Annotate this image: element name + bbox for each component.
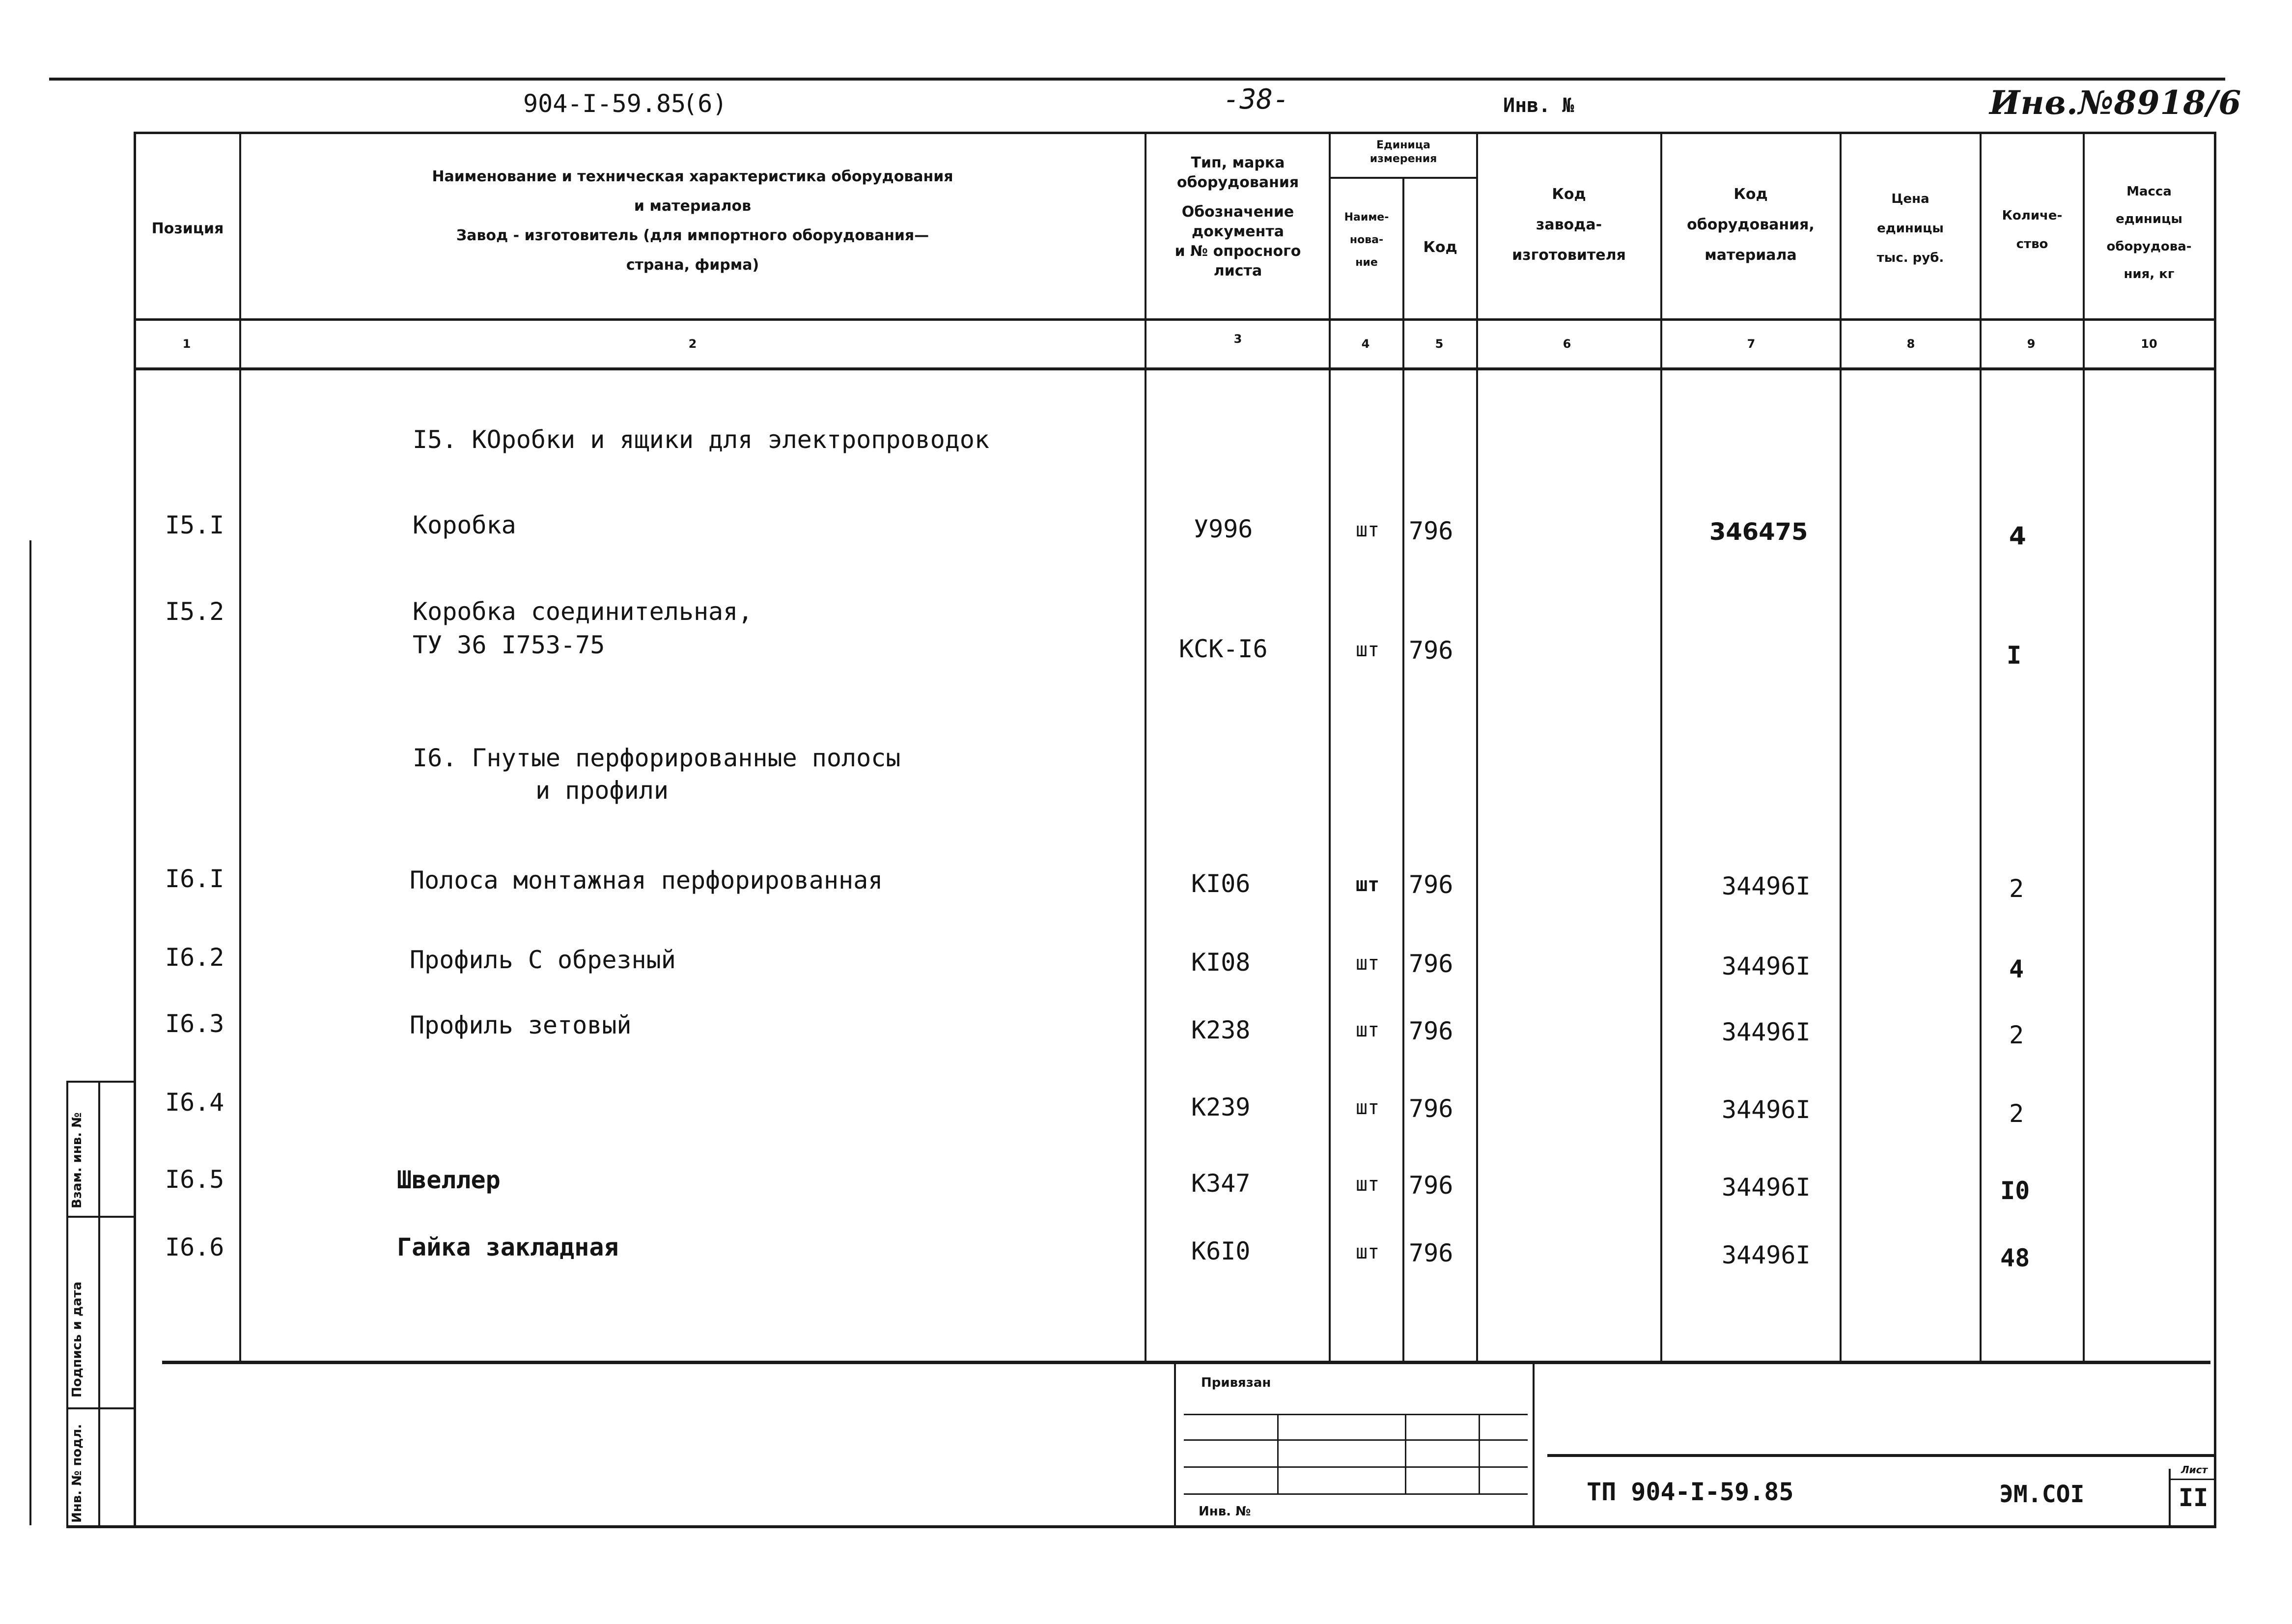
- stamp-grid-col: [1405, 1414, 1406, 1495]
- row-quantity: 2: [2009, 1099, 2024, 1128]
- row-position: I6.4: [165, 1088, 224, 1117]
- header-unit-name: Наиме- нова- ние: [1344, 211, 1389, 269]
- row-quantity: 2: [2009, 874, 2024, 903]
- margin-box-div: [66, 1407, 135, 1409]
- row-position: I5.I: [165, 511, 224, 539]
- col-sep-7: [1840, 132, 1842, 1362]
- row-position: I6.6: [165, 1233, 224, 1261]
- margin-podpis: Подпись и дата: [70, 1281, 84, 1398]
- row-equipment-code: 34496I: [1722, 952, 1811, 980]
- stamp-sheet-label: Лист: [2181, 1464, 2208, 1476]
- row-name: Профиль С обрезный: [410, 946, 676, 974]
- row-unit-code: 796: [1409, 517, 1453, 545]
- row-type: К347: [1191, 1169, 1251, 1198]
- col-number-3: 3: [1233, 332, 1242, 346]
- header-unit-code: Код: [1423, 239, 1457, 256]
- doc-number: 904-I-59.85: [523, 89, 686, 118]
- row-unit: шт: [1356, 639, 1380, 661]
- margin-edge: [29, 540, 31, 1525]
- stamp-box-left: [1174, 1363, 1176, 1526]
- col-sep-8: [1980, 132, 1982, 1362]
- sheet-marker: (6): [683, 89, 727, 118]
- title-block-top-line: [1547, 1454, 2215, 1457]
- row-equipment-code: 34496I: [1722, 1173, 1811, 1202]
- col-number-7: 7: [1747, 337, 1756, 351]
- stamp-sheet-code: ЭМ.СОI: [1999, 1481, 2085, 1508]
- stamp-grid-line: [1184, 1414, 1528, 1415]
- row-name: Швеллер: [397, 1166, 501, 1194]
- header-unit-group: Единица измерения: [1370, 139, 1437, 165]
- col-number-10: 10: [2141, 337, 2157, 351]
- row-position: I6.I: [165, 865, 224, 893]
- col-sep-2: [1145, 132, 1146, 1362]
- row-quantity: 2: [2009, 1021, 2024, 1049]
- row-unit-code: 796: [1409, 636, 1453, 665]
- row-name: Гайка закладная: [397, 1233, 619, 1261]
- row-unit-code: 796: [1409, 1239, 1453, 1267]
- sheet-box-left: [2169, 1469, 2171, 1527]
- col-sep-9: [2083, 132, 2085, 1362]
- row-name: Коробка соединительная,: [413, 597, 753, 626]
- header-price: Цена единицы тыс. руб.: [1876, 192, 1944, 265]
- col-number-6: 6: [1563, 337, 1571, 351]
- row-unit-code: 796: [1409, 1171, 1453, 1200]
- header-position: Позиция: [151, 220, 224, 237]
- col-number-1: 1: [182, 337, 191, 351]
- row-unit: шт: [1356, 1019, 1380, 1041]
- header-top-line: [134, 132, 2216, 134]
- sheet-box-divider: [2169, 1479, 2215, 1480]
- row-equipment-code: 34496I: [1722, 1241, 1811, 1269]
- margin-box-left: [66, 1081, 68, 1525]
- stamp-box-right: [1533, 1363, 1535, 1526]
- col-number-4: 4: [1361, 337, 1370, 351]
- stamp-grid-line: [1184, 1493, 1528, 1495]
- row-equipment-code: 34496I: [1722, 1018, 1811, 1046]
- header-bottom-line: [134, 318, 2216, 321]
- stamp-privyazan: Привязан: [1201, 1375, 1271, 1390]
- row-quantity: 48: [2000, 1244, 2030, 1272]
- stamp-grid-col: [1277, 1414, 1279, 1495]
- row-equipment-code: 346475: [1709, 518, 1808, 546]
- row-unit: шт: [1356, 1241, 1380, 1263]
- row-name: Профиль зетовый: [410, 1011, 632, 1039]
- row-type: КI08: [1191, 948, 1251, 977]
- row-quantity: I: [2007, 641, 2022, 670]
- inv-label: Инв. №: [1503, 94, 1574, 117]
- row-position: I6.3: [165, 1009, 224, 1038]
- col-sep-5: [1476, 132, 1478, 1362]
- frame-left: [134, 132, 136, 1527]
- col-sep-6: [1660, 132, 1662, 1362]
- row-type: К239: [1191, 1093, 1251, 1121]
- row-type: К238: [1191, 1016, 1251, 1044]
- margin-box-mid: [98, 1081, 100, 1525]
- row-name: Коробка: [413, 511, 516, 539]
- row-unit: шт: [1356, 519, 1380, 541]
- col-number-2: 2: [688, 337, 697, 351]
- header-name: Наименование и техническая характеристика оборудования и материалов Завод - изготовитель (для импортного оборудования— страна, фирма): [432, 168, 953, 274]
- stamp-grid-col: [1479, 1414, 1480, 1495]
- col-number-8: 8: [1906, 337, 1915, 351]
- row-quantity: 4: [2009, 955, 2024, 983]
- row-type: К6I0: [1191, 1237, 1251, 1265]
- row-position: I5.2: [165, 597, 224, 626]
- margin-box-top: [66, 1081, 135, 1083]
- row-unit-code: 796: [1409, 870, 1453, 899]
- stamp-inv-no: Инв. №: [1199, 1504, 1251, 1519]
- stamp-grid-line: [1184, 1466, 1528, 1468]
- header-type: Тип, марка оборудования Обозначение документа и № опросного листа: [1174, 154, 1301, 280]
- row-type: У996: [1194, 515, 1253, 543]
- margin-inv-podl: Инв. № подл.: [70, 1424, 84, 1523]
- row-position: I6.5: [165, 1165, 224, 1194]
- stamp-sheet-number: II: [2179, 1484, 2208, 1512]
- row-unit-code: 796: [1409, 1017, 1453, 1045]
- header-factory-code: Код завода- изготовителя: [1512, 186, 1626, 264]
- stamp-grid-line: [1184, 1439, 1528, 1441]
- col-sep-4: [1402, 178, 1404, 1362]
- row-unit: шт: [1356, 1096, 1380, 1119]
- col-sep-3: [1329, 132, 1331, 1362]
- row-name: ТУ 36 I753-75: [413, 631, 605, 659]
- page-number: -38-: [1223, 84, 1289, 115]
- frame-bottom: [66, 1525, 2216, 1528]
- frame-right: [2214, 132, 2216, 1527]
- margin-vzam: Взам. инв. №: [70, 1112, 84, 1208]
- col-number-5: 5: [1435, 337, 1444, 351]
- top-rule: [49, 78, 2225, 81]
- row-quantity: I0: [2000, 1176, 2030, 1205]
- row-equipment-code: 34496I: [1722, 872, 1811, 900]
- row-unit: шт: [1356, 1173, 1380, 1196]
- margin-box-div: [66, 1216, 135, 1218]
- section-heading: I6. Гнутые перфорированные полосы и профили: [413, 744, 901, 805]
- stamp-doc-code: ТП 904-I-59.85: [1587, 1478, 1794, 1506]
- col-number-9: 9: [2027, 337, 2036, 351]
- row-position: I6.2: [165, 943, 224, 972]
- row-quantity: 4: [2009, 522, 2026, 550]
- header-mass: Масса единицы оборудова- ния, кг: [2106, 184, 2192, 281]
- section-heading: I5. КОробки и ящики для электропроводок: [413, 425, 989, 454]
- row-type: КI06: [1191, 869, 1251, 898]
- row-unit: шт: [1356, 873, 1380, 896]
- row-name: Полоса монтажная перфорированная: [410, 866, 883, 895]
- header-equipment-code: Код оборудования, материала: [1687, 186, 1815, 264]
- col-sep-1: [239, 132, 241, 1362]
- header-quantity: Количе- ство: [2002, 208, 2063, 252]
- body-bottom-line: [162, 1361, 2210, 1364]
- row-unit-code: 796: [1409, 1094, 1453, 1123]
- inv-handwritten: Инв.№8918/6: [1989, 84, 2242, 122]
- number-row-bottom-line: [134, 367, 2216, 370]
- row-unit-code: 796: [1409, 950, 1453, 978]
- row-type: КСК-I6: [1179, 635, 1268, 663]
- row-equipment-code: 34496I: [1722, 1095, 1811, 1124]
- row-unit: шт: [1356, 952, 1380, 975]
